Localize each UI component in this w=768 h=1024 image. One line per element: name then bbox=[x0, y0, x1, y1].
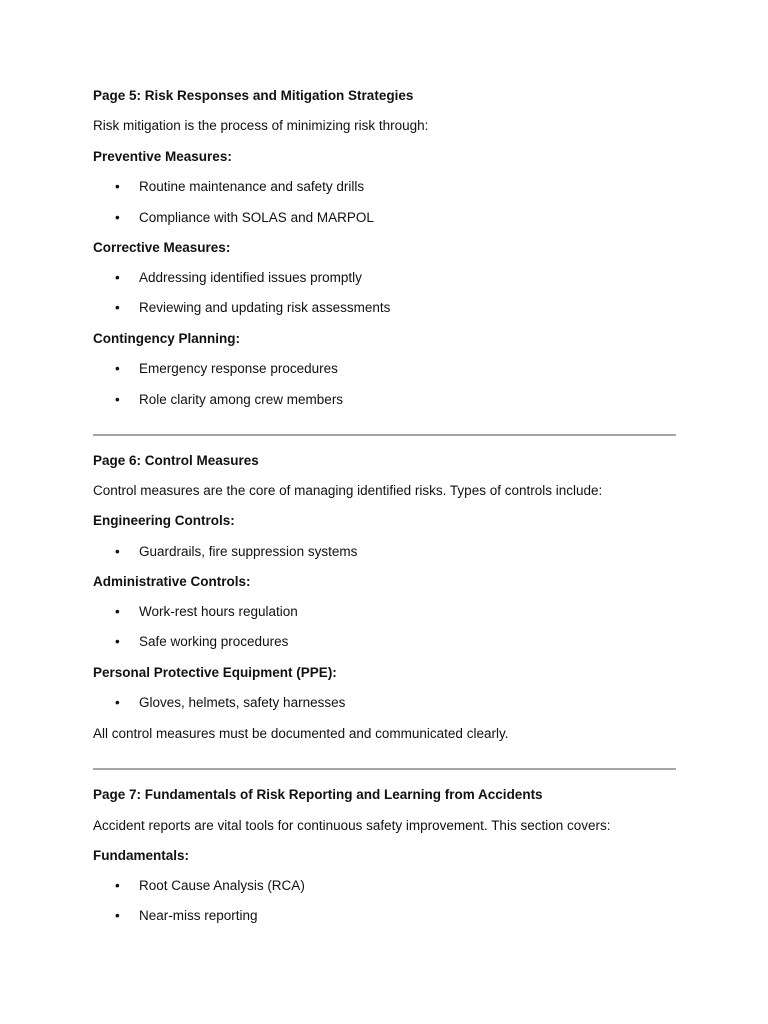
list-item-text: Near-miss reporting bbox=[139, 908, 258, 923]
section-6-heading: Page 6: Control Measures bbox=[93, 453, 259, 468]
bullet-icon: • bbox=[115, 634, 120, 649]
bullet-icon: • bbox=[115, 300, 120, 315]
list-item-text: Root Cause Analysis (RCA) bbox=[139, 878, 305, 893]
bullet-icon: • bbox=[115, 604, 120, 619]
engineering-controls-label: Engineering Controls: bbox=[93, 513, 235, 528]
section-7-heading: Page 7: Fundamentals of Risk Reporting and Learning from Accidents bbox=[93, 787, 543, 802]
bullet-icon: • bbox=[115, 361, 120, 376]
bullet-icon: • bbox=[115, 392, 120, 407]
section-5-heading: Page 5: Risk Responses and Mitigation Strategies bbox=[93, 88, 414, 103]
bullet-icon: • bbox=[115, 878, 120, 893]
section-divider bbox=[93, 768, 676, 770]
list-item-text: Emergency response procedures bbox=[139, 361, 338, 376]
bullet-icon: • bbox=[115, 270, 120, 285]
bullet-icon: • bbox=[115, 544, 120, 559]
administrative-controls-label: Administrative Controls: bbox=[93, 574, 251, 589]
contingency-planning-label: Contingency Planning: bbox=[93, 331, 240, 346]
section-6-closing: All control measures must be documented and communicated clearly. bbox=[93, 726, 509, 741]
bullet-icon: • bbox=[115, 210, 120, 225]
section-6-intro: Control measures are the core of managing identified risks. Types of controls include: bbox=[93, 483, 603, 498]
list-item-text: Work-rest hours regulation bbox=[139, 604, 298, 619]
fundamentals-label: Fundamentals: bbox=[93, 848, 190, 863]
list-item-text: Routine maintenance and safety drills bbox=[139, 179, 365, 194]
bullet-icon: • bbox=[115, 908, 120, 923]
bullet-icon: • bbox=[115, 179, 120, 194]
list-item-text: Addressing identified issues promptly bbox=[139, 270, 362, 285]
preventive-measures-label: Preventive Measures: bbox=[93, 149, 232, 164]
section-5-intro: Risk mitigation is the process of minimizing risk through: bbox=[93, 118, 429, 133]
ppe-label: Personal Protective Equipment (PPE): bbox=[93, 665, 337, 680]
section-divider bbox=[93, 434, 676, 436]
list-item-text: Safe working procedures bbox=[139, 634, 289, 649]
list-item-text: Guardrails, fire suppression systems bbox=[139, 544, 358, 559]
list-item-text: Role clarity among crew members bbox=[139, 392, 344, 407]
list-item-text: Reviewing and updating risk assessments bbox=[139, 300, 391, 315]
section-7-intro: Accident reports are vital tools for continuous safety improvement. This section covers: bbox=[93, 818, 611, 833]
list-item-text: Compliance with SOLAS and MARPOL bbox=[139, 210, 374, 225]
list-item-text: Gloves, helmets, safety harnesses bbox=[139, 695, 346, 710]
corrective-measures-label: Corrective Measures: bbox=[93, 240, 231, 255]
bullet-icon: • bbox=[115, 695, 120, 710]
